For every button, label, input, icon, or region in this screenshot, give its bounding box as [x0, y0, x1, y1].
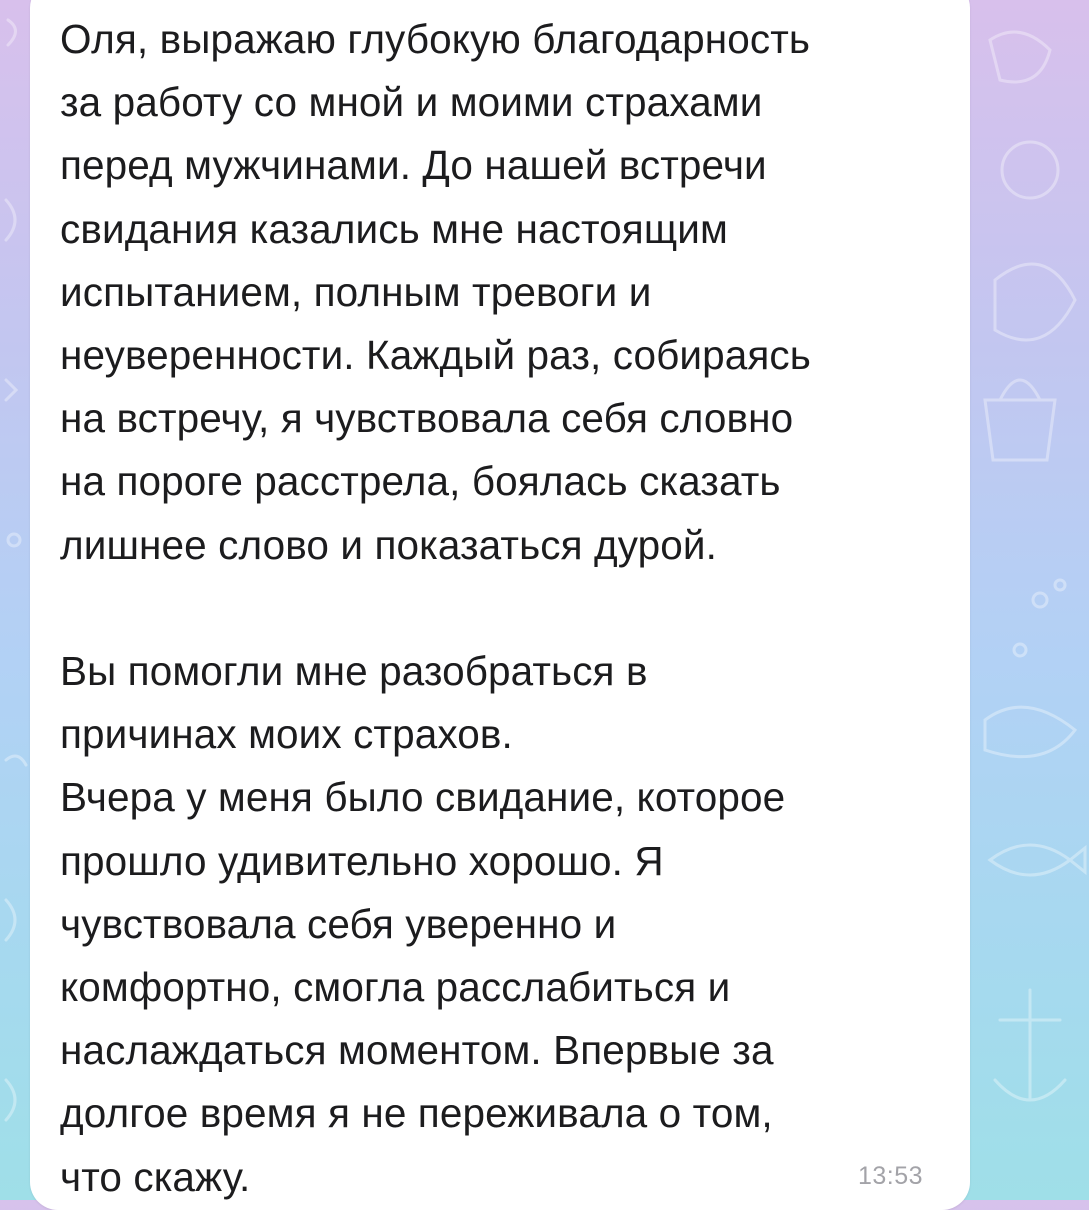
message-line: комфортно, смогла расслабиться и — [60, 964, 731, 1011]
message-line: прошло удивительно хорошо. Я — [60, 837, 664, 884]
message-line: испытанием, полным тревоги и — [60, 268, 652, 315]
message-line: перед мужчинами. До нашей встречи — [60, 142, 767, 189]
edge-doodle — [6, 900, 15, 940]
message-line: на пороге расстрела, боялась сказать — [60, 458, 781, 505]
message-line: причинах моих страхов. — [60, 711, 513, 758]
paragraph-gap — [60, 577, 960, 640]
message-line: за работу со мной и моими страхами — [60, 79, 763, 126]
small-bubble-doodle — [1033, 593, 1047, 607]
small-bubble-doodle — [1014, 644, 1026, 656]
message-line: на встречу, я чувствовала себя словно — [60, 395, 794, 442]
message-line: долгое время я не переживала о том, — [60, 1090, 773, 1137]
bucket-doodle — [985, 380, 1055, 460]
edge-doodle — [6, 1080, 15, 1120]
message-text — [60, 8, 960, 1209]
anchor-doodle — [995, 990, 1065, 1100]
message-timestamp: 13:53 — [858, 1162, 924, 1190]
small-bubble-doodle — [1055, 580, 1065, 590]
bubble-doodle — [1002, 142, 1058, 198]
message-line: что скажу. — [60, 1153, 251, 1200]
message-line: Вчера у меня было свидание, которое — [60, 774, 786, 821]
message-line: наслаждаться моментом. Впервые за — [60, 1027, 774, 1074]
donut-doodle — [995, 264, 1075, 340]
edge-doodle — [6, 200, 15, 240]
seashell-doodle — [985, 707, 1075, 757]
message-line: свидания казались мне настоящим — [60, 205, 728, 252]
message-line: неуверенности. Каждый раз, собираясь — [60, 332, 811, 379]
shell-doodle — [990, 32, 1050, 82]
edge-doodle — [8, 534, 20, 546]
edge-doodle — [6, 756, 26, 765]
message-line: лишнее слово и показаться дурой. — [60, 521, 717, 568]
fish-doodle — [990, 845, 1085, 875]
message-line: Вы помогли мне разобраться в — [60, 648, 648, 695]
edge-doodle — [8, 20, 16, 45]
message-line: Оля, выражаю глубокую благодарность — [60, 16, 811, 62]
edge-doodle — [6, 380, 16, 400]
message-line: чувствовала себя уверенно и — [60, 900, 617, 947]
